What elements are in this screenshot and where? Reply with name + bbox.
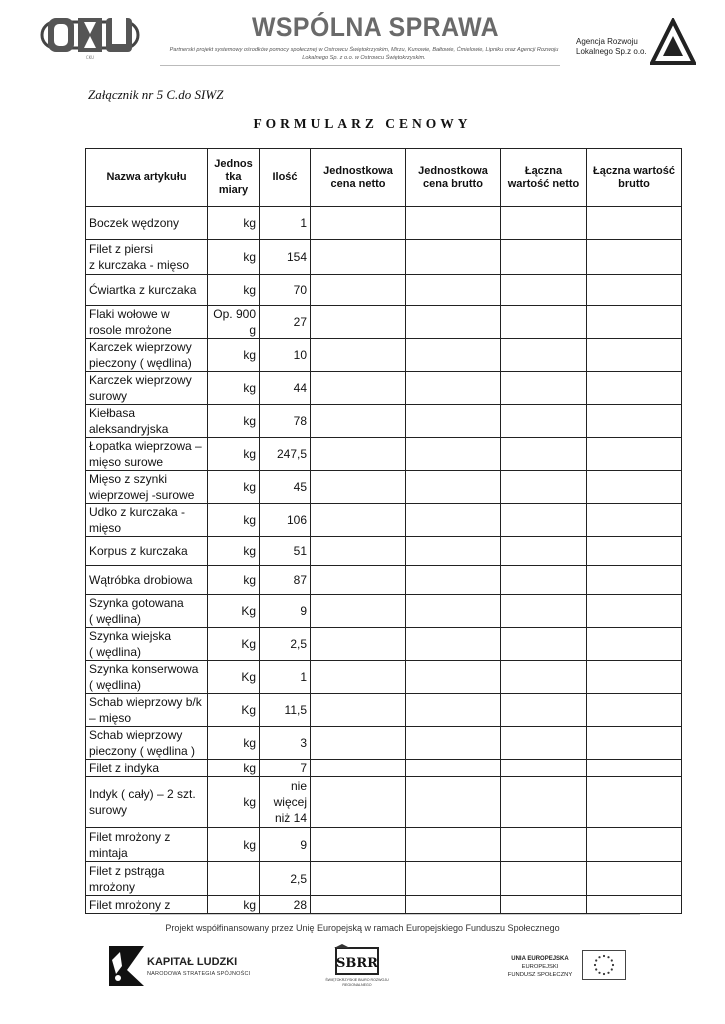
unit-net-price-cell[interactable] bbox=[311, 694, 406, 727]
item-name-cell: Filet mrożony z bbox=[86, 896, 208, 914]
table-body bbox=[86, 207, 682, 914]
unit-gross-price-cell[interactable] bbox=[406, 405, 501, 438]
table-row bbox=[86, 628, 682, 661]
unit-gross-price-cell[interactable] bbox=[406, 372, 501, 405]
agency-line-2: Lokalnego Sp.z o.o. bbox=[576, 47, 647, 56]
unit-cell bbox=[208, 862, 260, 896]
unit-net-price-cell[interactable] bbox=[311, 240, 406, 275]
eu-flag-icon bbox=[582, 950, 626, 980]
unit-net-price-cell[interactable] bbox=[311, 566, 406, 595]
column-header: Jednostkowa cena netto bbox=[311, 149, 406, 207]
quantity-cell: 154 bbox=[260, 240, 311, 275]
total-net-value-cell[interactable] bbox=[501, 471, 587, 504]
total-net-value-cell[interactable] bbox=[501, 896, 587, 914]
unit-cell: Kg bbox=[208, 694, 260, 727]
total-net-value-cell[interactable] bbox=[501, 777, 587, 828]
total-net-value-cell[interactable] bbox=[501, 372, 587, 405]
total-gross-value-cell[interactable] bbox=[587, 405, 682, 438]
total-gross-value-cell[interactable] bbox=[587, 628, 682, 661]
unit-cell: kg bbox=[208, 828, 260, 862]
total-gross-value-cell[interactable] bbox=[587, 694, 682, 727]
unit-gross-price-cell[interactable] bbox=[406, 862, 501, 896]
table-row bbox=[86, 275, 682, 306]
unit-cell: kg bbox=[208, 471, 260, 504]
total-net-value-cell[interactable] bbox=[501, 828, 587, 862]
unit-cell: kg bbox=[208, 727, 260, 760]
quantity-cell: 1 bbox=[260, 661, 311, 694]
sbrr-caption: ŚWIĘTOKRZYSKIE BIURO ROZWOJU REGIONALNEGO bbox=[325, 978, 389, 987]
quantity-cell: 247,5 bbox=[260, 438, 311, 471]
table-row bbox=[86, 661, 682, 694]
total-gross-value-cell[interactable] bbox=[587, 207, 682, 240]
unit-gross-price-cell[interactable] bbox=[406, 595, 501, 628]
total-gross-value-cell[interactable] bbox=[587, 828, 682, 862]
item-name-cell: Schab wieprzowy b/k – mięso bbox=[86, 694, 208, 727]
unit-gross-price-cell[interactable] bbox=[406, 760, 501, 777]
table-row bbox=[86, 777, 682, 828]
eu-star bbox=[607, 956, 609, 958]
unit-cell: kg bbox=[208, 405, 260, 438]
item-name-cell: Flaki wołowe w rosole mrożone bbox=[86, 306, 208, 339]
agency-name bbox=[576, 37, 654, 57]
total-net-value-cell[interactable] bbox=[501, 760, 587, 777]
agency-line-1: Agencja Rozwoju bbox=[576, 37, 638, 46]
quantity-cell: 70 bbox=[260, 275, 311, 306]
quantity-cell: 45 bbox=[260, 471, 311, 504]
unit-gross-price-cell[interactable] bbox=[406, 306, 501, 339]
unit-net-price-cell[interactable] bbox=[311, 896, 406, 914]
table-row bbox=[86, 339, 682, 372]
unit-net-price-cell[interactable] bbox=[311, 595, 406, 628]
item-name-cell: Kiełbasa aleksandryjska bbox=[86, 405, 208, 438]
item-name-cell: Korpus z kurczaka bbox=[86, 537, 208, 566]
table-row bbox=[86, 537, 682, 566]
unit-cell: Kg bbox=[208, 661, 260, 694]
total-net-value-cell[interactable] bbox=[501, 628, 587, 661]
item-name-cell: Szynka gotowana ( wędlina) bbox=[86, 595, 208, 628]
unit-cell: kg bbox=[208, 896, 260, 914]
quantity-cell: 7 bbox=[260, 760, 311, 777]
table-row bbox=[86, 207, 682, 240]
column-header: Ilość bbox=[260, 149, 311, 207]
unit-cell: kg bbox=[208, 537, 260, 566]
cofinance-note: Projekt współfinansowany przez Unię Europejską w ramach Europejskiego Funduszu Społecznego bbox=[165, 923, 560, 933]
sbrr-logo-text: SBRR bbox=[336, 956, 378, 971]
unit-cell: kg bbox=[208, 275, 260, 306]
item-name-cell: Schab wieprzowy pieczony ( wędlina ) bbox=[86, 727, 208, 760]
unit-gross-price-cell[interactable] bbox=[406, 438, 501, 471]
unit-net-price-cell[interactable] bbox=[311, 504, 406, 537]
unit-gross-price-cell[interactable] bbox=[406, 207, 501, 240]
unit-net-price-cell[interactable] bbox=[311, 537, 406, 566]
total-gross-value-cell[interactable] bbox=[587, 896, 682, 914]
total-net-value-cell[interactable] bbox=[501, 240, 587, 275]
total-net-value-cell[interactable] bbox=[501, 694, 587, 727]
total-net-value-cell[interactable] bbox=[501, 207, 587, 240]
item-name-cell: Karczek wieprzowy pieczony ( wędlina) bbox=[86, 339, 208, 372]
quantity-cell: 9 bbox=[260, 828, 311, 862]
unit-net-price-cell[interactable] bbox=[311, 275, 406, 306]
item-name-cell: Filet z indyka bbox=[86, 760, 208, 777]
column-header: Łączna wartość brutto bbox=[587, 149, 682, 207]
eu-star bbox=[603, 973, 605, 975]
unit-gross-price-cell[interactable] bbox=[406, 471, 501, 504]
eu-star bbox=[598, 972, 600, 974]
footer-divider bbox=[150, 914, 640, 915]
unit-net-price-cell[interactable] bbox=[311, 777, 406, 828]
unit-gross-price-cell[interactable] bbox=[406, 566, 501, 595]
cku-logo bbox=[40, 12, 140, 60]
unit-net-price-cell[interactable] bbox=[311, 727, 406, 760]
total-gross-value-cell[interactable] bbox=[587, 566, 682, 595]
unit-net-price-cell[interactable] bbox=[311, 306, 406, 339]
quantity-cell: 78 bbox=[260, 405, 311, 438]
total-net-value-cell[interactable] bbox=[501, 727, 587, 760]
quantity-cell: 2,5 bbox=[260, 862, 311, 896]
annex-label: Załącznik nr 5 C.do SIWZ bbox=[88, 87, 224, 102]
total-net-value-cell[interactable] bbox=[501, 661, 587, 694]
table-row bbox=[86, 405, 682, 438]
total-gross-value-cell[interactable] bbox=[587, 727, 682, 760]
unit-cell: kg bbox=[208, 339, 260, 372]
table-row bbox=[86, 760, 682, 777]
unit-cell: Op. 900 g bbox=[208, 306, 260, 339]
item-name-cell: Łopatka wieprzowa – mięso surowe bbox=[86, 438, 208, 471]
total-gross-value-cell[interactable] bbox=[587, 760, 682, 777]
unit-net-price-cell[interactable] bbox=[311, 862, 406, 896]
unit-cell: kg bbox=[208, 760, 260, 777]
eu-star bbox=[603, 955, 605, 957]
agency-triangle-logo bbox=[650, 18, 696, 66]
table-row bbox=[86, 240, 682, 275]
quantity-cell: 51 bbox=[260, 537, 311, 566]
total-net-value-cell[interactable] bbox=[501, 537, 587, 566]
item-name-cell: Mięso z szynki wieprzowej -surowe bbox=[86, 471, 208, 504]
quantity-cell: nie więcej niż 14 bbox=[260, 777, 311, 828]
table-row bbox=[86, 372, 682, 405]
item-name-cell: Filet z piersi z kurczaka - mięso bbox=[86, 240, 208, 275]
table-header-row bbox=[86, 149, 682, 207]
total-net-value-cell[interactable] bbox=[501, 595, 587, 628]
quantity-cell: 3 bbox=[260, 727, 311, 760]
unit-cell: kg bbox=[208, 504, 260, 537]
total-gross-value-cell[interactable] bbox=[587, 275, 682, 306]
unit-gross-price-cell[interactable] bbox=[406, 896, 501, 914]
table-row bbox=[86, 896, 682, 914]
total-gross-value-cell[interactable] bbox=[587, 595, 682, 628]
table-row bbox=[86, 694, 682, 727]
item-name-cell: Indyk ( cały) – 2 szt. surowy bbox=[86, 777, 208, 828]
unit-gross-price-cell[interactable] bbox=[406, 240, 501, 275]
item-name-cell: Udko z kurczaka - mięso bbox=[86, 504, 208, 537]
total-gross-value-cell[interactable] bbox=[587, 240, 682, 275]
unit-cell: kg bbox=[208, 438, 260, 471]
total-net-value-cell[interactable] bbox=[501, 339, 587, 372]
cku-logo-text: CKU bbox=[85, 55, 95, 60]
unit-cell: kg bbox=[208, 372, 260, 405]
unit-net-price-cell[interactable] bbox=[311, 760, 406, 777]
unit-gross-price-cell[interactable] bbox=[406, 777, 501, 828]
total-net-value-cell[interactable] bbox=[501, 438, 587, 471]
table-row bbox=[86, 566, 682, 595]
project-title: WSPÓLNA SPRAWA bbox=[252, 12, 500, 42]
table-row bbox=[86, 438, 682, 471]
quantity-cell: 28 bbox=[260, 896, 311, 914]
total-gross-value-cell[interactable] bbox=[587, 339, 682, 372]
unit-gross-price-cell[interactable] bbox=[406, 275, 501, 306]
table-row bbox=[86, 471, 682, 504]
table-row bbox=[86, 306, 682, 339]
kapital-ludzki-subtitle: NARODOWA STRATEGIA SPÓJNOŚCI bbox=[147, 971, 251, 977]
quantity-cell: 10 bbox=[260, 339, 311, 372]
quantity-cell: 87 bbox=[260, 566, 311, 595]
eu-star bbox=[594, 964, 596, 966]
total-gross-value-cell[interactable] bbox=[587, 862, 682, 896]
eu-esf-label bbox=[500, 955, 580, 979]
unit-gross-price-cell[interactable] bbox=[406, 504, 501, 537]
unit-cell: Kg bbox=[208, 628, 260, 661]
unit-gross-price-cell[interactable] bbox=[406, 727, 501, 760]
eu-star bbox=[612, 964, 614, 966]
quantity-cell: 1 bbox=[260, 207, 311, 240]
unit-cell: kg bbox=[208, 777, 260, 828]
eu-star bbox=[595, 959, 597, 961]
column-header: Łączna wartość netto bbox=[501, 149, 587, 207]
total-gross-value-cell[interactable] bbox=[587, 372, 682, 405]
unit-net-price-cell[interactable] bbox=[311, 438, 406, 471]
eu-star bbox=[598, 956, 600, 958]
total-net-value-cell[interactable] bbox=[501, 275, 587, 306]
unit-cell: kg bbox=[208, 240, 260, 275]
unit-net-price-cell[interactable] bbox=[311, 405, 406, 438]
kapital-ludzki-name: KAPITAŁ LUDZKI bbox=[147, 956, 238, 968]
unit-net-price-cell[interactable] bbox=[311, 628, 406, 661]
unit-gross-price-cell[interactable] bbox=[406, 661, 501, 694]
column-header: Jednostkowa cena brutto bbox=[406, 149, 501, 207]
total-net-value-cell[interactable] bbox=[501, 306, 587, 339]
item-name-cell: Karczek wieprzowy surowy bbox=[86, 372, 208, 405]
eu-label-line-2: EUROPEJSKI bbox=[521, 964, 559, 970]
total-net-value-cell[interactable] bbox=[501, 862, 587, 896]
total-gross-value-cell[interactable] bbox=[587, 306, 682, 339]
total-gross-value-cell[interactable] bbox=[587, 661, 682, 694]
quantity-cell: 106 bbox=[260, 504, 311, 537]
quantity-cell: 44 bbox=[260, 372, 311, 405]
quantity-cell: 9 bbox=[260, 595, 311, 628]
eu-label-line-3: FUNDUSZ SPOŁECZNY bbox=[507, 972, 573, 978]
unit-net-price-cell[interactable] bbox=[311, 661, 406, 694]
unit-gross-price-cell[interactable] bbox=[406, 339, 501, 372]
total-gross-value-cell[interactable] bbox=[587, 504, 682, 537]
unit-net-price-cell[interactable] bbox=[311, 339, 406, 372]
unit-net-price-cell[interactable] bbox=[311, 207, 406, 240]
eu-star bbox=[611, 968, 613, 970]
unit-gross-price-cell[interactable] bbox=[406, 828, 501, 862]
unit-cell: Kg bbox=[208, 595, 260, 628]
total-gross-value-cell[interactable] bbox=[587, 438, 682, 471]
item-name-cell: Ćwiartka z kurczaka bbox=[86, 275, 208, 306]
page-header bbox=[0, 0, 725, 80]
header-divider bbox=[160, 65, 560, 66]
form-title: FORMULARZ CENOWY bbox=[253, 116, 472, 131]
total-gross-value-cell[interactable] bbox=[587, 471, 682, 504]
unit-cell: kg bbox=[208, 566, 260, 595]
total-gross-value-cell[interactable] bbox=[587, 537, 682, 566]
item-name-cell: Filet mrożony z mintaja bbox=[86, 828, 208, 862]
column-header: Nazwa artykułu bbox=[86, 149, 208, 207]
unit-net-price-cell[interactable] bbox=[311, 372, 406, 405]
quantity-cell: 27 bbox=[260, 306, 311, 339]
table-row bbox=[86, 727, 682, 760]
unit-gross-price-cell[interactable] bbox=[406, 628, 501, 661]
total-gross-value-cell[interactable] bbox=[587, 777, 682, 828]
total-net-value-cell[interactable] bbox=[501, 504, 587, 537]
quantity-cell: 11,5 bbox=[260, 694, 311, 727]
table-row bbox=[86, 862, 682, 896]
project-subtitle: Partnerski projekt systemowy ośrodków pomocy społecznej w Ostrowcu Świętokrzyskim, Mirzu, Kunowie, Bałtowie, Ćmielowie, Lipniku oraz Agencji Rozwoju Lokalnego Sp. z o.o. w Ostrowcu Świętokrzyskim. bbox=[169, 47, 559, 61]
eu-star bbox=[611, 959, 613, 961]
quantity-cell: 2,5 bbox=[260, 628, 311, 661]
kapital-ludzki-logo bbox=[106, 940, 146, 990]
table-row bbox=[86, 828, 682, 862]
item-name-cell: Boczek wędzony bbox=[86, 207, 208, 240]
total-net-value-cell[interactable] bbox=[501, 566, 587, 595]
item-name-cell: Szynka konserwowa ( wędlina) bbox=[86, 661, 208, 694]
item-name-cell: Wątróbka drobiowa bbox=[86, 566, 208, 595]
unit-cell: kg bbox=[208, 207, 260, 240]
item-name-cell: Szynka wiejska ( wędlina) bbox=[86, 628, 208, 661]
unit-net-price-cell[interactable] bbox=[311, 828, 406, 862]
eu-star bbox=[607, 972, 609, 974]
table-row bbox=[86, 504, 682, 537]
price-table bbox=[85, 148, 682, 914]
unit-net-price-cell[interactable] bbox=[311, 471, 406, 504]
table-row bbox=[86, 595, 682, 628]
column-header: Jednos tka miary bbox=[208, 149, 260, 207]
unit-gross-price-cell[interactable] bbox=[406, 537, 501, 566]
eu-label-line-1: UNIA EUROPEJSKA bbox=[511, 956, 569, 962]
eu-star bbox=[595, 968, 597, 970]
item-name-cell: Filet z pstrąga mrożony bbox=[86, 862, 208, 896]
unit-gross-price-cell[interactable] bbox=[406, 694, 501, 727]
total-net-value-cell[interactable] bbox=[501, 405, 587, 438]
